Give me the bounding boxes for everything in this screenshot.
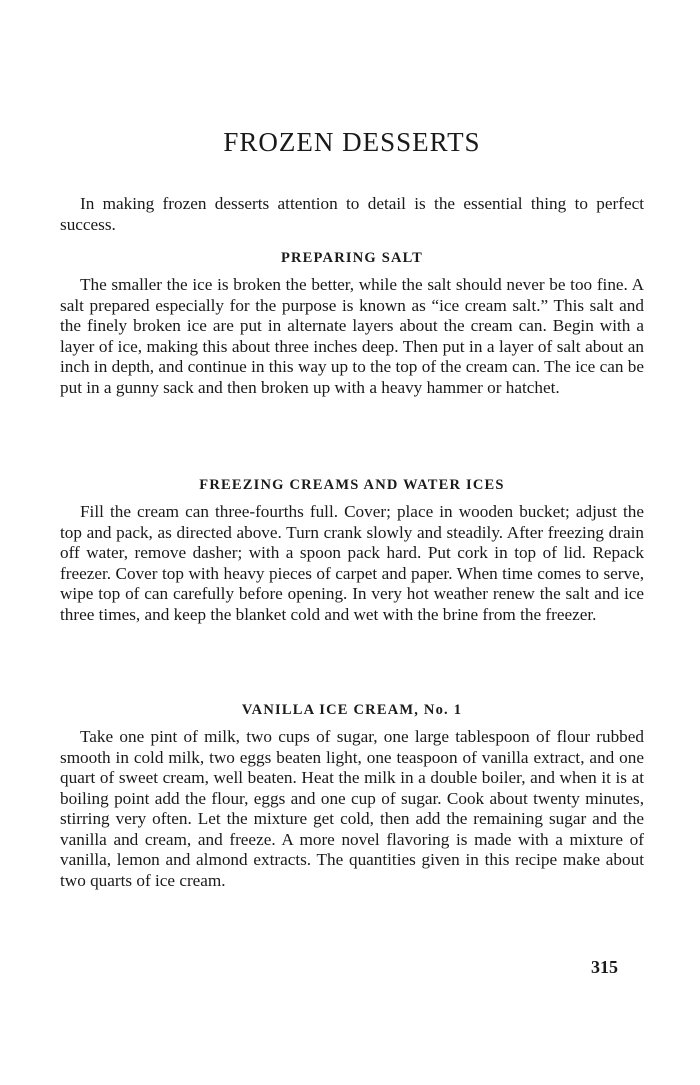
section-heading-freezing-creams: FREEZING CREAMS AND WATER ICES — [199, 477, 505, 493]
book-page — [60, 0, 644, 1085]
section-body-freezing-creams: Fill the cream can three-fourths full. Cover; place in wooden bucket; adjust the top and pack, as directed above. Turn crank slowly and steadily. After freezing drain off water, remove dasher; with a spoon pack hard. Put cork in top of lid. Repack freezer. Cover top with heavy pieces of carpet and paper. When time comes to serve, wipe top of can carefully before opening. In very hot weather renew the salt and ice three times, and keep the blanket cold and wet with the brine from the freezer. — [60, 502, 644, 624]
section-heading-preparing-salt: PREPARING SALT — [280, 250, 424, 266]
section-body-vanilla-ice-cream: Take one pint of milk, two cups of sugar, one large tablespoon of flour rubbed smooth in cold milk, two eggs beaten light, one teaspoon of vanilla extract, and one quart of sweet cream, well beaten. Heat the milk in a double boiler, and when it is at boiling point add the flour, eggs and one cup of sugar. Cook about twenty minutes, stirring very often. Let the mixture get cold, then add the remaining sugar and the vanilla and cream, and freeze. A more novel flavoring is made with a mixture of vanilla, lemon and almond extracts. The quantities given in this recipe make about two quarts of ice cream. — [60, 727, 644, 890]
section-heading-vanilla-ice-cream: VANILLA ICE CREAM, No. 1 — [241, 702, 463, 718]
section-body-preparing-salt: The smaller the ice is broken the better, while the salt should never be too fine. A salt prepared especially for the purpose is known as “ice cream salt.” This salt and the finely broken ice are put in alternate layers about the cream can. Begin with a layer of ice, making this about three inches deep. Then put in a layer of salt about an inch in depth, and continue in this way up to the top of the cream can. The ice can be put in a gunny sack and then broken up with a heavy hammer or hatchet. — [60, 275, 644, 397]
intro-paragraph: In making frozen desserts attention to detail is the essential thing to perfect success. — [60, 194, 644, 234]
page-number: 315 — [591, 957, 618, 977]
page-title: FROZEN DESSERTS — [223, 127, 481, 157]
